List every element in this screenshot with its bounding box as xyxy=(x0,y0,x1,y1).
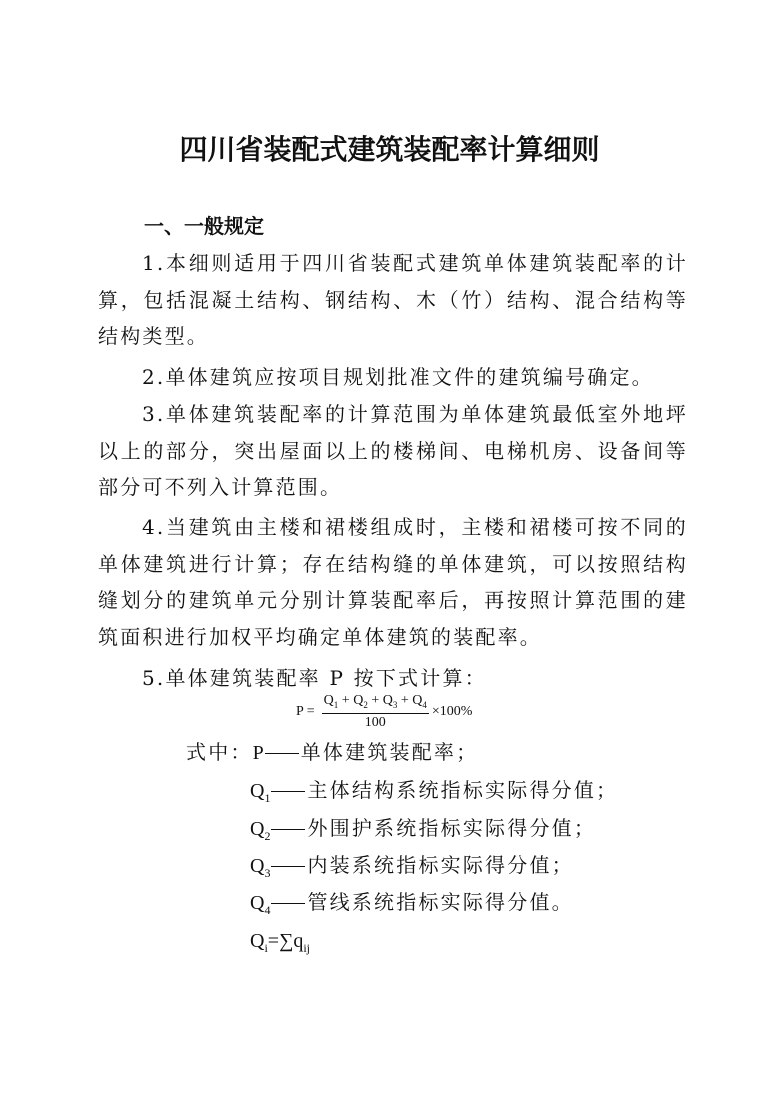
document-title: 四川省装配式建筑装配率计算细则 xyxy=(179,133,600,166)
formula-suffix: ×100% xyxy=(431,704,473,719)
formula-plus-2: + xyxy=(367,692,383,708)
qi-sum-formula: $Q_i=\sum q_{ij}$ xyxy=(250,930,311,955)
definition-p-symbol: P xyxy=(252,742,264,764)
formula-q2-sub: 2 xyxy=(363,699,368,710)
paragraph-building-number: 2.单体建筑应按项目规划批准文件的建筑编号确定。 xyxy=(142,365,654,389)
assembly-rate-formula xyxy=(296,694,472,730)
formula-plus-3: + xyxy=(397,692,413,708)
formula-q4-sub: 4 xyxy=(422,699,427,710)
formula-q3: Q xyxy=(382,692,393,708)
definition-p xyxy=(186,734,478,771)
formula-q1: Q xyxy=(323,692,334,708)
paragraph-formula-intro: 5.单体建筑装配率 P 按下式计算： xyxy=(142,666,487,690)
definition-intro: 式中： xyxy=(186,740,253,764)
definition-q2-text: 外围护系统指标实际得分值； xyxy=(307,816,597,840)
formula-plus-1: + xyxy=(338,692,354,708)
em-dash xyxy=(271,866,305,867)
em-dash xyxy=(271,791,305,792)
em-dash xyxy=(265,753,299,754)
em-dash xyxy=(271,829,305,830)
paragraph-calculation-range: 3.单体建筑装配率的计算范围为单体建筑最低室外地坪以上的部分，突出屋面以上的楼梯间、电梯机房、设备间等部分可不列入计算范围。 xyxy=(98,402,688,499)
formula-q3-sub: 3 xyxy=(392,699,398,710)
paragraph-main-podium: 4.当建筑由主楼和裙楼组成时，主楼和裙楼可按不同的单体建筑进行计算；存在结构缝的单体建筑，可以按照结构缝划分的建筑单元分别计算装配率后，再按照计算范围的建筑面积进行加权平均确定单体建筑的装配率。 xyxy=(98,515,688,649)
definition-q4-text: 管线系统指标实际得分值。 xyxy=(307,890,574,914)
definition-qi-sum xyxy=(250,922,310,966)
definition-p-text: 单体建筑装配率； xyxy=(300,740,479,764)
formula-denominator: 100 xyxy=(364,715,386,731)
formula-fraction xyxy=(322,693,429,732)
paragraph-scope: 1.本细则适用于四川省装配式建筑单体建筑装配率的计算，包括混凝土结构、钢结构、木（竹）结构、混合结构等结构类型。 xyxy=(98,251,688,348)
formula-q2: Q xyxy=(353,692,364,708)
em-dash xyxy=(271,903,305,904)
definition-q3-symbol: $Q_3$ xyxy=(250,855,271,880)
definition-q3-text: 内装系统指标实际得分值； xyxy=(307,853,574,877)
formula-q4: Q xyxy=(412,692,423,708)
definition-q2-symbol: $Q_2$ xyxy=(250,818,271,843)
definition-q1-text: 主体结构系统指标实际得分值； xyxy=(307,778,619,802)
formula-q1-sub: 1 xyxy=(333,699,339,710)
definition-q1-symbol: $Q_1$ xyxy=(250,780,271,805)
formula-lhs: P = xyxy=(296,704,315,719)
formula-numerator xyxy=(322,693,429,715)
definition-q4-symbol: $Q_4$ xyxy=(250,892,271,917)
section-heading-general: 一、一般规定 xyxy=(144,214,264,238)
